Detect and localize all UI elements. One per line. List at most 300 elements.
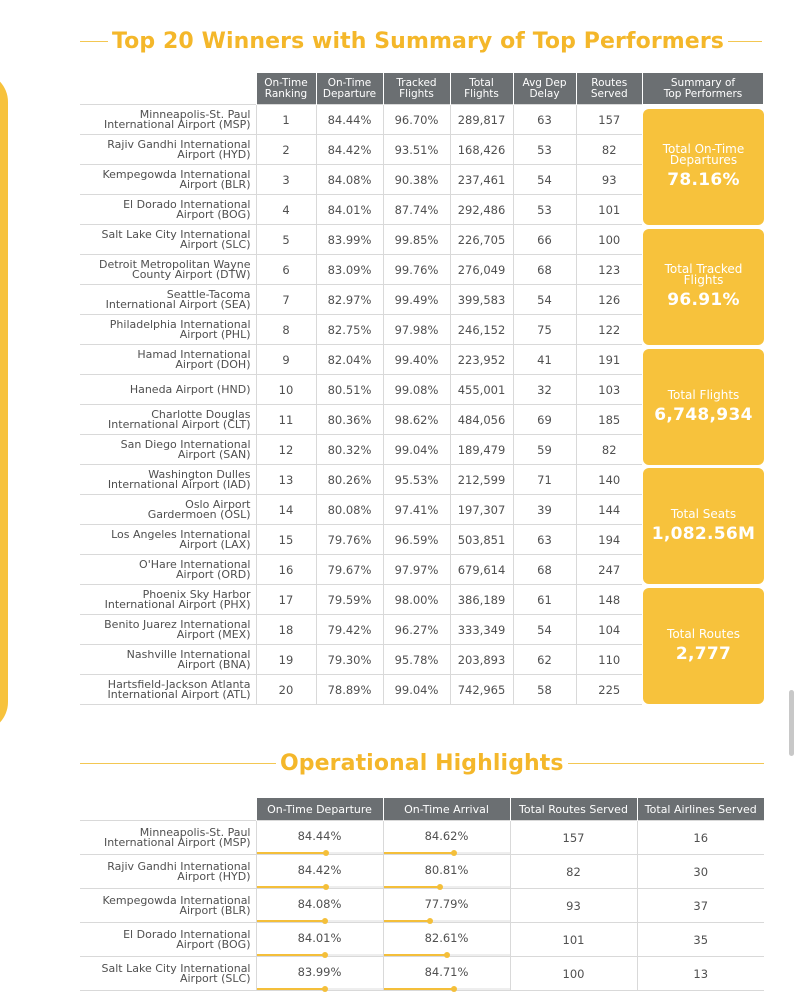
airport-name [80,555,256,585]
ranking-cell: 14 [256,495,316,525]
header-line: Served [590,87,628,100]
airport-name [80,525,256,555]
flights-cell: 503,851 [450,525,513,555]
airport-name-line: El Dorado International [123,197,251,211]
airlines-cell: 13 [637,957,764,991]
airport-name-line: Airport (SLC) [179,971,251,985]
airport-name-line: Seattle-Tacoma [166,287,251,301]
summary-card [643,349,764,465]
routes-cell: 140 [576,465,642,495]
airport-name-line: Minneapolis-St. Paul [139,825,251,839]
table-row [80,285,642,315]
table-row [80,195,642,225]
flights-cell: 226,705 [450,225,513,255]
departure-cell [256,855,383,889]
arrival-progress-dot [451,986,457,992]
section-title-operational-highlights [80,748,764,778]
header-total-airlines-served: Total Airlines Served [637,798,764,821]
flights-cell: 237,461 [450,165,513,195]
flights-cell: 333,349 [450,615,513,645]
airport-name [80,255,256,285]
table-row [80,165,642,195]
airport-name-line: Airport (BLR) [179,903,251,917]
departure-cell: 84.44% [316,105,383,135]
airport-name [80,923,256,957]
airport-name-line: Philadelphia International [109,317,251,331]
ranking-cell: 2 [256,135,316,165]
airlines-cell: 35 [637,923,764,957]
table-row [80,555,642,585]
airport-name-line: Oslo Airport [185,497,251,511]
departure-cell: 82.75% [316,315,383,345]
arrival-cell [383,821,510,855]
rankings-table-body [80,105,642,705]
delay-cell: 62 [513,645,576,675]
airport-name [80,345,256,375]
table-row [80,923,764,957]
airport-name [80,435,256,465]
header-ontime-ranking [256,73,316,105]
tracked-cell: 93.51% [383,135,450,165]
section-title-top-20 [80,26,764,56]
departure-cell [256,889,383,923]
departure-cell: 79.42% [316,615,383,645]
header-line: Flights [399,87,434,100]
departure-cell [256,923,383,957]
airport-name [80,645,256,675]
flights-cell: 189,479 [450,435,513,465]
departure-cell: 82.97% [316,285,383,315]
airport-name-line: Kempegowda International [102,167,251,181]
arrival-value: 80.81% [424,862,469,877]
arrival-cell [383,855,510,889]
airport-name-line: Airport (BNA) [177,657,251,671]
routes-cell: 194 [576,525,642,555]
tracked-cell: 96.27% [383,615,450,645]
header-ontime-departure [316,73,383,105]
airport-name-line: International Airport (MSP) [103,117,251,131]
routes-cell: 157 [576,105,642,135]
header-line: Tracked [396,76,437,89]
airport-name-line: Airport (BOG) [176,207,251,221]
summary-card-value: 6,748,934 [654,404,753,425]
flights-cell: 212,599 [450,465,513,495]
ranking-cell: 19 [256,645,316,675]
departure-value: 84.44% [297,828,342,843]
airport-name-line: Gardermoen (OSL) [147,507,251,521]
table-row [80,225,642,255]
header-line: Summary of [670,76,736,89]
ranking-cell: 18 [256,615,316,645]
tracked-cell: 99.40% [383,345,450,375]
tracked-cell: 96.70% [383,105,450,135]
tracked-cell: 99.04% [383,435,450,465]
routes-cell: 82 [576,435,642,465]
delay-cell: 54 [513,615,576,645]
title-rule-left [80,41,108,42]
arrival-progress-fill [384,988,455,990]
header-line: Delay [529,87,560,100]
ranking-cell: 10 [256,375,316,405]
airport-name-line: Airport (BOG) [176,937,251,951]
summary-label-line: Total Tracked [664,262,743,276]
departure-cell: 79.59% [316,585,383,615]
routes-cell: 82 [510,855,637,889]
departure-cell: 80.51% [316,375,383,405]
airport-name-line: Airport (MEX) [176,627,251,641]
airport-name-line: Airport (SLC) [179,237,251,251]
delay-cell: 61 [513,585,576,615]
summary-card [643,588,764,704]
departure-cell: 79.30% [316,645,383,675]
flights-cell: 203,893 [450,645,513,675]
table-row [80,435,642,465]
summary-card-value: 96.91% [667,290,740,310]
summary-card-value: 1,082.56M [651,523,756,544]
flights-cell: 742,965 [450,675,513,705]
airport-name-line: Airport (HYD) [177,147,251,161]
airport-name-line: International Airport (MSP) [103,835,251,849]
flights-cell: 246,152 [450,315,513,345]
title-rule-right [568,763,764,764]
summary-label-line: Total Routes [667,626,740,641]
flights-cell: 223,952 [450,345,513,375]
table-row [80,135,642,165]
airport-name [80,375,256,405]
tracked-cell: 96.59% [383,525,450,555]
airport-name-line: International Airport (ATL) [107,687,251,701]
table-row [80,495,642,525]
table-row [80,889,764,923]
summary-card-label [663,144,745,166]
delay-cell: 58 [513,675,576,705]
airport-name-line: Charlotte Douglas [151,407,251,421]
table-row [80,957,764,991]
airport-name [80,225,256,255]
routes-cell: 185 [576,405,642,435]
delay-cell: 63 [513,525,576,555]
tracked-cell: 98.00% [383,585,450,615]
flights-cell: 292,486 [450,195,513,225]
routes-cell: 144 [576,495,642,525]
departure-cell: 84.42% [316,135,383,165]
tracked-cell: 98.62% [383,405,450,435]
departure-cell: 80.26% [316,465,383,495]
delay-cell: 69 [513,405,576,435]
airport-name-line: Rajiv Gandhi International [107,859,251,873]
summary-card [643,229,764,345]
delay-cell: 32 [513,375,576,405]
airlines-cell: 37 [637,889,764,923]
flights-cell: 386,189 [450,585,513,615]
ranking-cell: 12 [256,435,316,465]
header-blank-cell [80,73,256,105]
airport-name [80,135,256,165]
delay-cell: 68 [513,555,576,585]
delay-cell: 75 [513,315,576,345]
table-row [80,405,642,435]
header-avg-dep-delay [513,73,576,105]
table-row [80,375,642,405]
airport-name-line: San Diego International [120,437,251,451]
routes-cell: 126 [576,285,642,315]
header-ontime-departure: On-Time Departure [256,798,383,821]
departure-cell [256,957,383,991]
summary-card-label [670,506,737,521]
airport-name-line: Airport (BLR) [179,177,251,191]
airport-name-line: Airport (HYD) [177,869,251,883]
departure-cell: 79.76% [316,525,383,555]
flights-cell: 276,049 [450,255,513,285]
airport-name-line: Haneda Airport (HND) [129,382,251,396]
summary-card-label [667,387,740,402]
airport-name-line: Detroit Metropolitan Wayne [98,257,251,271]
departure-cell: 83.99% [316,225,383,255]
ranking-cell: 16 [256,555,316,585]
summary-label-line: Total Seats [670,506,737,521]
routes-cell: 93 [510,889,637,923]
summary-label-line: Departures [669,153,738,167]
delay-cell: 53 [513,195,576,225]
departure-cell: 80.08% [316,495,383,525]
airport-name [80,821,256,855]
flights-cell: 399,583 [450,285,513,315]
delay-cell: 66 [513,225,576,255]
top-20-rankings-table [80,73,642,705]
table-row [80,855,764,889]
ranking-cell: 11 [256,405,316,435]
departure-progress-track [257,988,383,990]
airport-name-line: Benito Juarez International [104,617,251,631]
airport-name [80,957,256,991]
routes-cell: 247 [576,555,642,585]
departure-cell: 80.36% [316,405,383,435]
departure-cell: 83.09% [316,255,383,285]
routes-cell: 157 [510,821,637,855]
flights-cell: 679,614 [450,555,513,585]
airport-name-line: Airport (LAX) [179,537,251,551]
table-row [80,345,642,375]
delay-cell: 53 [513,135,576,165]
airport-name-line: County Airport (DTW) [132,267,251,281]
decorative-yellow-band [0,72,8,732]
header-line: Top Performers [663,87,743,100]
tracked-cell: 99.76% [383,255,450,285]
flights-cell: 289,817 [450,105,513,135]
ranking-cell: 15 [256,525,316,555]
arrival-cell [383,923,510,957]
table-row [80,315,642,345]
header-total-flights [450,73,513,105]
scrollbar-thumb[interactable] [789,690,794,756]
airport-name-line: Phoenix Sky Harbor [142,587,251,601]
airlines-cell: 16 [637,821,764,855]
arrival-value: 84.71% [424,964,469,979]
summary-card-value: 78.16% [667,170,740,190]
ranking-cell: 13 [256,465,316,495]
departure-cell: 84.01% [316,195,383,225]
table-row [80,585,642,615]
airport-name [80,615,256,645]
ranking-cell: 1 [256,105,316,135]
header-tracked-flights [383,73,450,105]
header-line: On-Time [264,76,308,89]
airport-name [80,105,256,135]
airport-name-line: Minneapolis-St. Paul [139,107,251,121]
header-total-routes-served: Total Routes Served [510,798,637,821]
header-blank-cell [80,798,256,821]
tracked-cell: 99.04% [383,675,450,705]
tracked-cell: 95.78% [383,645,450,675]
airlines-cell: 30 [637,855,764,889]
arrival-value: 84.62% [424,828,469,843]
routes-cell: 110 [576,645,642,675]
tracked-cell: 95.53% [383,465,450,495]
tracked-cell: 99.85% [383,225,450,255]
routes-cell: 122 [576,315,642,345]
flights-cell: 168,426 [450,135,513,165]
table-row [80,105,642,135]
airport-name-line: International Airport (SEA) [105,297,251,311]
table-row [80,255,642,285]
airport-name-line: Hartsfield-Jackson Atlanta [107,677,251,691]
departure-value: 84.42% [297,862,342,877]
airport-name-line: Kempegowda International [102,893,251,907]
ranking-cell: 8 [256,315,316,345]
airport-name-line: Rajiv Gandhi International [107,137,251,151]
table-row [80,615,642,645]
table-row [80,645,642,675]
delay-cell: 54 [513,285,576,315]
summary-label-line: Flights [683,273,724,287]
airport-name [80,585,256,615]
airport-name-line: El Dorado International [123,927,251,941]
departure-progress-dot [322,986,328,992]
ranking-cell: 9 [256,345,316,375]
airport-name-line: Salt Lake City International [101,961,251,975]
departure-progress-fill [257,988,325,990]
arrival-value: 82.61% [424,930,469,945]
routes-cell: 101 [576,195,642,225]
tracked-cell: 97.98% [383,315,450,345]
ranking-cell: 5 [256,225,316,255]
delay-cell: 41 [513,345,576,375]
airport-name [80,405,256,435]
delay-cell: 54 [513,165,576,195]
tracked-cell: 97.41% [383,495,450,525]
table-row [80,675,642,705]
departure-cell: 80.32% [316,435,383,465]
airport-name-line: Salt Lake City International [101,227,251,241]
routes-cell: 93 [576,165,642,195]
airport-name [80,195,256,225]
routes-cell: 225 [576,675,642,705]
header-line: On-Time [327,76,372,89]
tracked-cell: 99.08% [383,375,450,405]
delay-cell: 71 [513,465,576,495]
departure-value: 84.08% [297,896,342,911]
title-rule-left [80,763,276,764]
ranking-cell: 3 [256,165,316,195]
summary-card [643,468,764,584]
departure-cell: 82.04% [316,345,383,375]
airport-name [80,165,256,195]
flights-cell: 484,056 [450,405,513,435]
departure-value: 83.99% [297,964,342,979]
delay-cell: 63 [513,105,576,135]
routes-cell: 100 [510,957,637,991]
airport-name-line: International Airport (CLT) [108,417,251,431]
airport-name-line: Hamad International [137,347,251,361]
header-line: Flights [464,87,499,100]
table-header-row [80,73,642,105]
header-ontime-arrival: On-Time Arrival [383,798,510,821]
header-line: Departure [322,87,377,100]
departure-cell: 84.08% [316,165,383,195]
airport-name-line: Airport (DOH) [175,357,251,371]
airport-name [80,855,256,889]
ranking-cell: 17 [256,585,316,615]
routes-cell: 82 [576,135,642,165]
delay-cell: 59 [513,435,576,465]
header-summary-top-performers [643,73,763,104]
routes-cell: 101 [510,923,637,957]
summary-label-line: Total On-Time [662,142,745,156]
arrival-cell [383,957,510,991]
routes-cell: 191 [576,345,642,375]
flights-cell: 455,001 [450,375,513,405]
airport-name-line: Airport (ORD) [175,567,251,581]
flights-cell: 197,307 [450,495,513,525]
airport-name-line: International Airport (IAD) [107,477,251,491]
routes-cell: 123 [576,255,642,285]
table-row [80,821,764,855]
operational-highlights-table [80,798,764,991]
airport-name-line: Airport (SAN) [177,447,251,461]
delay-cell: 39 [513,495,576,525]
airport-name [80,285,256,315]
departure-value: 84.01% [297,930,342,945]
header-line: Total [469,76,494,89]
airport-name [80,889,256,923]
table-row [80,525,642,555]
departure-cell: 79.67% [316,555,383,585]
section-heading: Operational Highlights [280,750,564,776]
table-row [80,465,642,495]
ranking-cell: 4 [256,195,316,225]
tracked-cell: 90.38% [383,165,450,195]
airport-name-line: Nashville International [126,647,251,661]
tracked-cell: 87.74% [383,195,450,225]
summary-card-value: 2,777 [675,643,732,664]
header-line: Avg Dep [522,76,567,89]
title-rule-right [728,41,762,42]
highlights-table-body [80,821,764,991]
routes-cell: 100 [576,225,642,255]
airport-name-line: O'Hare International [139,557,251,571]
table-header-row [80,798,764,821]
airport-name [80,465,256,495]
arrival-value: 77.79% [424,896,469,911]
airport-name-line: Los Angeles International [111,527,251,541]
header-line: Ranking [264,87,308,100]
header-routes-served [576,73,642,105]
summary-card-label [667,626,740,641]
airport-name [80,315,256,345]
airport-name-line: International Airport (PHX) [104,597,251,611]
ranking-cell: 20 [256,675,316,705]
arrival-cell [383,889,510,923]
